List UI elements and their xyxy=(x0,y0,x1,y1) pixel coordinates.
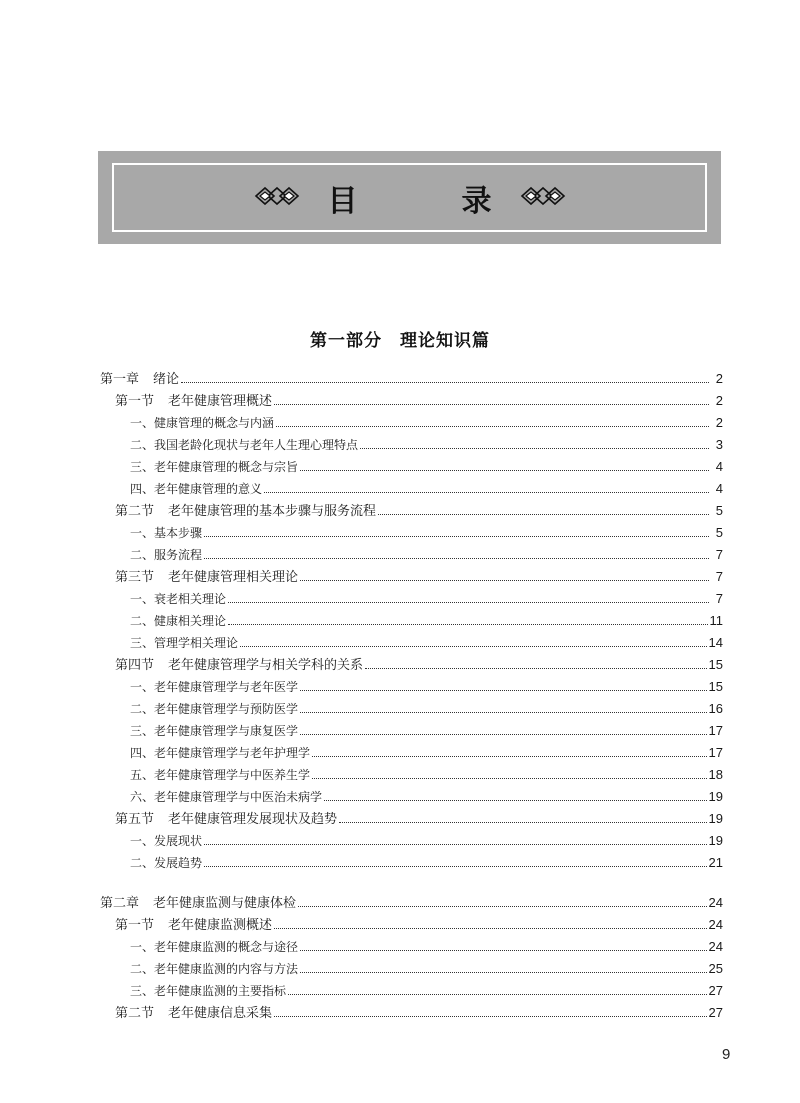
part-title: 第一部分 理论知识篇 xyxy=(310,331,490,351)
toc-entry-page: 25 xyxy=(708,961,723,976)
dot-leader xyxy=(274,928,707,929)
toc-item-row[interactable] xyxy=(100,980,723,1002)
dot-leader xyxy=(300,580,709,581)
dot-leader xyxy=(378,514,709,515)
toc-entry-title: 四、老年健康管理的意义 xyxy=(130,482,263,496)
toc-entry-label xyxy=(130,786,322,808)
toc-item-row[interactable] xyxy=(100,434,723,456)
toc-entry-title: 三、老年健康管理学与康复医学 xyxy=(130,724,299,738)
toc-entry-page: 2 xyxy=(715,371,723,386)
toc-chapter-row[interactable] xyxy=(100,368,723,390)
toc-entry-label xyxy=(115,391,272,413)
toc-item-row[interactable] xyxy=(100,632,723,654)
toc-section-row[interactable] xyxy=(100,808,723,830)
dot-leader xyxy=(181,382,709,383)
dot-leader xyxy=(312,778,707,779)
toc-entry-label xyxy=(115,655,363,677)
diamond-chain-ornament-icon xyxy=(514,185,566,211)
toc-entry-title: 老年健康监测与健康体检 xyxy=(153,896,297,911)
toc-title-char-2: 录 xyxy=(461,183,492,219)
toc-item-row[interactable] xyxy=(100,478,723,500)
toc-item-row[interactable] xyxy=(100,936,723,958)
toc-section-row[interactable] xyxy=(100,654,723,676)
toc-entry-label xyxy=(115,915,272,937)
toc-entry-label xyxy=(130,588,226,610)
toc-entry-title: 二、老年健康监测的内容与方法 xyxy=(130,962,299,976)
toc-entry-label xyxy=(115,501,376,523)
toc-entry-title: 一、老年健康管理学与老年医学 xyxy=(130,680,299,694)
toc-section-row[interactable] xyxy=(100,914,723,936)
toc-entry-title: 二、老年健康管理学与预防医学 xyxy=(130,702,299,716)
dot-leader xyxy=(298,906,707,907)
toc-entry-label xyxy=(130,852,202,874)
dot-leader xyxy=(274,404,709,405)
toc-entry-page: 19 xyxy=(708,833,723,848)
dot-leader xyxy=(264,492,709,493)
toc-entry-label xyxy=(130,958,298,980)
diamond-chain-ornament-icon xyxy=(254,185,306,211)
toc-section-row[interactable] xyxy=(100,566,723,588)
dot-leader xyxy=(360,448,709,449)
toc-item-row[interactable] xyxy=(100,698,723,720)
toc-entry-label xyxy=(130,698,298,720)
toc-entry-page: 24 xyxy=(708,895,723,910)
toc-entry-page: 2 xyxy=(715,415,723,430)
dot-leader xyxy=(228,602,709,603)
toc-entry-label xyxy=(130,936,298,958)
toc-item-row[interactable] xyxy=(100,522,723,544)
dot-leader xyxy=(204,844,707,845)
toc-entry-number: 第一节 xyxy=(115,394,155,409)
toc-item-row[interactable] xyxy=(100,830,723,852)
toc-entry-number: 第一节 xyxy=(115,918,155,933)
toc-entry-number: 第二节 xyxy=(115,504,155,519)
toc-header-title xyxy=(254,176,566,220)
dot-leader xyxy=(240,646,707,647)
toc-entry-title: 二、服务流程 xyxy=(130,548,203,562)
toc-entry-number: 第一章 xyxy=(100,372,140,387)
toc-entry-title: 一、基本步骤 xyxy=(130,526,203,540)
toc-entry-page: 5 xyxy=(715,525,723,540)
dot-leader xyxy=(300,712,707,713)
dot-leader xyxy=(339,822,707,823)
toc-header-frame xyxy=(112,163,707,232)
toc-entry-label xyxy=(130,412,274,434)
toc-entry-label xyxy=(130,742,310,764)
dot-leader xyxy=(204,536,709,537)
toc-entry-label xyxy=(130,522,202,544)
toc-section-row[interactable] xyxy=(100,390,723,412)
toc-title-char-1: 目 xyxy=(327,183,358,219)
toc-entry-label xyxy=(130,764,310,786)
toc-entry-title: 二、健康相关理论 xyxy=(130,614,227,628)
toc-entry-label xyxy=(130,456,298,478)
dot-leader xyxy=(300,972,707,973)
toc-entry-page: 19 xyxy=(708,811,723,826)
toc-item-row[interactable] xyxy=(100,764,723,786)
toc-entry-page: 11 xyxy=(709,613,723,628)
toc-entry-page: 24 xyxy=(708,939,723,954)
toc-section-row[interactable] xyxy=(100,1002,723,1024)
toc-item-row[interactable] xyxy=(100,588,723,610)
toc-entry-title: 绪论 xyxy=(153,372,180,387)
toc-entry-number: 第二章 xyxy=(100,896,140,911)
dot-leader xyxy=(300,690,707,691)
dot-leader xyxy=(300,470,709,471)
toc-entry-page: 24 xyxy=(708,917,723,932)
toc-entry-page: 5 xyxy=(715,503,723,518)
toc-entry-title: 老年健康管理概述 xyxy=(168,394,273,409)
dot-leader xyxy=(300,950,707,951)
toc-entry-label xyxy=(100,893,296,915)
toc-entry-title: 一、健康管理的概念与内涵 xyxy=(130,416,275,430)
toc-entry-title: 二、我国老龄化现状与老年人生理心理特点 xyxy=(130,438,359,452)
toc-entry-number: 第三节 xyxy=(115,570,155,585)
toc-entry-title: 三、老年健康监测的主要指标 xyxy=(130,984,287,998)
toc-entry-title: 一、老年健康监测的概念与途径 xyxy=(130,940,299,954)
toc-chapter-row[interactable] xyxy=(100,892,723,914)
toc-item-row[interactable] xyxy=(100,544,723,566)
dot-leader xyxy=(365,668,707,669)
toc-entry-page: 4 xyxy=(715,459,723,474)
toc-entry-page: 17 xyxy=(708,745,723,760)
toc-entry-page: 15 xyxy=(708,657,723,672)
toc-entry-title: 三、老年健康管理的概念与宗旨 xyxy=(130,460,299,474)
toc-entry-label xyxy=(130,676,298,698)
toc-entry-page: 7 xyxy=(715,569,723,584)
toc-entry-page: 21 xyxy=(708,855,723,870)
toc-entry-page: 27 xyxy=(708,983,723,998)
dot-leader xyxy=(228,624,707,625)
toc-entry-label xyxy=(130,720,298,742)
dot-leader xyxy=(274,1016,707,1017)
toc-entry-title: 老年健康监测概述 xyxy=(168,918,273,933)
toc-entry-title: 五、老年健康管理学与中医养生学 xyxy=(130,768,311,782)
toc-entry-title: 老年健康信息采集 xyxy=(168,1006,273,1021)
toc-entry-label xyxy=(115,809,337,831)
toc-entry-page: 19 xyxy=(708,789,723,804)
toc-entry-title: 二、发展趋势 xyxy=(130,856,203,870)
dot-leader xyxy=(276,426,709,427)
toc-item-row[interactable] xyxy=(100,676,723,698)
toc-item-row[interactable] xyxy=(100,852,723,874)
toc-entry-title: 一、衰老相关理论 xyxy=(130,592,227,606)
toc-entry-number: 第五节 xyxy=(115,812,155,827)
dot-leader xyxy=(300,734,707,735)
toc-entry-title: 老年健康管理学与相关学科的关系 xyxy=(168,658,364,673)
toc-entry-page: 17 xyxy=(708,723,723,738)
toc-item-row[interactable] xyxy=(100,456,723,478)
toc-item-row[interactable] xyxy=(100,786,723,808)
toc-entry-page: 18 xyxy=(708,767,723,782)
toc-entry-number: 第四节 xyxy=(115,658,155,673)
dot-leader xyxy=(324,800,707,801)
table-of-contents xyxy=(100,368,723,1024)
toc-header-band xyxy=(98,151,721,244)
dot-leader xyxy=(312,756,707,757)
toc-entry-title: 六、老年健康管理学与中医治未病学 xyxy=(130,790,323,804)
toc-item-row[interactable] xyxy=(100,412,723,434)
toc-entry-label xyxy=(130,610,226,632)
page-number: 9 xyxy=(722,1046,731,1063)
dot-leader xyxy=(288,994,707,995)
toc-item-row[interactable] xyxy=(100,610,723,632)
toc-entry-page: 7 xyxy=(715,547,723,562)
dot-leader xyxy=(204,558,709,559)
toc-item-row[interactable] xyxy=(100,958,723,980)
toc-entry-label xyxy=(115,567,298,589)
toc-item-row[interactable] xyxy=(100,742,723,764)
toc-entry-page: 4 xyxy=(715,481,723,496)
toc-entry-page: 7 xyxy=(715,591,723,606)
toc-entry-label xyxy=(130,544,202,566)
toc-entry-number: 第二节 xyxy=(115,1006,155,1021)
toc-entry-page: 16 xyxy=(708,701,723,716)
toc-entry-label xyxy=(130,830,202,852)
toc-entry-page: 15 xyxy=(708,679,723,694)
toc-entry-label xyxy=(130,434,358,456)
toc-entry-page: 14 xyxy=(708,635,723,650)
toc-entry-title: 一、发展现状 xyxy=(130,834,203,848)
toc-item-row[interactable] xyxy=(100,720,723,742)
toc-entry-label xyxy=(100,369,179,391)
toc-entry-title: 老年健康管理的基本步骤与服务流程 xyxy=(168,504,377,519)
toc-entry-title: 四、老年健康管理学与老年护理学 xyxy=(130,746,311,760)
toc-section-row[interactable] xyxy=(100,500,723,522)
toc-entry-label xyxy=(130,478,262,500)
toc-entry-title: 老年健康管理相关理论 xyxy=(168,570,299,585)
toc-entry-page: 3 xyxy=(715,437,723,452)
toc-entry-title: 三、管理学相关理论 xyxy=(130,636,239,650)
toc-entry-page: 27 xyxy=(708,1005,723,1020)
toc-entry-label xyxy=(130,980,286,1002)
dot-leader xyxy=(204,866,707,867)
toc-entry-label xyxy=(130,632,238,654)
toc-entry-page: 2 xyxy=(715,393,723,408)
toc-entry-label xyxy=(115,1003,272,1025)
toc-entry-title: 老年健康管理发展现状及趋势 xyxy=(168,812,338,827)
